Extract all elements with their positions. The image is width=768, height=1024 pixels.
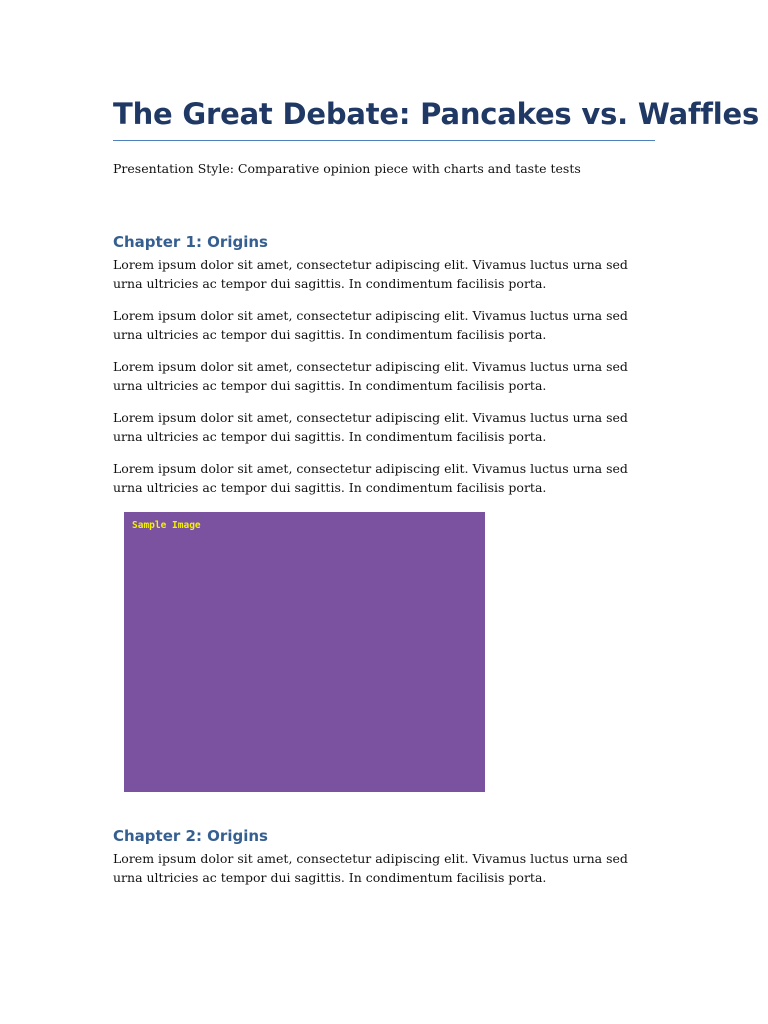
document-subtitle: Presentation Style: Comparative opinion piece with charts and taste tests bbox=[113, 161, 581, 176]
sample-image-figure bbox=[124, 512, 485, 792]
document-body bbox=[113, 95, 760, 887]
chapter-2-section bbox=[113, 826, 655, 887]
chapter-2-paragraph-1: Lorem ipsum dolor sit amet, consectetur adipiscing elit. Vivamus luctus urna sed urna ultricies ac tempor dui sagittis. In condimentum facilisis porta. bbox=[113, 851, 628, 885]
document-title: The Great Debate: Pancakes vs. Waffles bbox=[113, 95, 655, 141]
sample-image bbox=[124, 512, 485, 792]
chapter-1-paragraph-1: Lorem ipsum dolor sit amet, consectetur adipiscing elit. Vivamus luctus urna sed urna ultricies ac tempor dui sagittis. In condimentum facilisis porta. bbox=[113, 257, 628, 291]
chapter-1-paragraph-4: Lorem ipsum dolor sit amet, consectetur adipiscing elit. Vivamus luctus urna sed urna ultricies ac tempor dui sagittis. In condimentum facilisis porta. bbox=[113, 410, 628, 444]
chapter-1-section bbox=[113, 232, 655, 497]
chapter-2-heading: Chapter 2: Origins bbox=[113, 827, 268, 845]
chapter-1-paragraph-3: Lorem ipsum dolor sit amet, consectetur adipiscing elit. Vivamus luctus urna sed urna ultricies ac tempor dui sagittis. In condimentum facilisis porta. bbox=[113, 359, 628, 393]
chapter-1-paragraph-5: Lorem ipsum dolor sit amet, consectetur adipiscing elit. Vivamus luctus urna sed urna ultricies ac tempor dui sagittis. In condimentum facilisis porta. bbox=[113, 461, 628, 495]
chapter-1-paragraph-2: Lorem ipsum dolor sit amet, consectetur adipiscing elit. Vivamus luctus urna sed urna ultricies ac tempor dui sagittis. In condimentum facilisis porta. bbox=[113, 308, 628, 342]
chapter-1-heading: Chapter 1: Origins bbox=[113, 233, 268, 251]
sample-image-label: Sample Image bbox=[132, 520, 201, 531]
